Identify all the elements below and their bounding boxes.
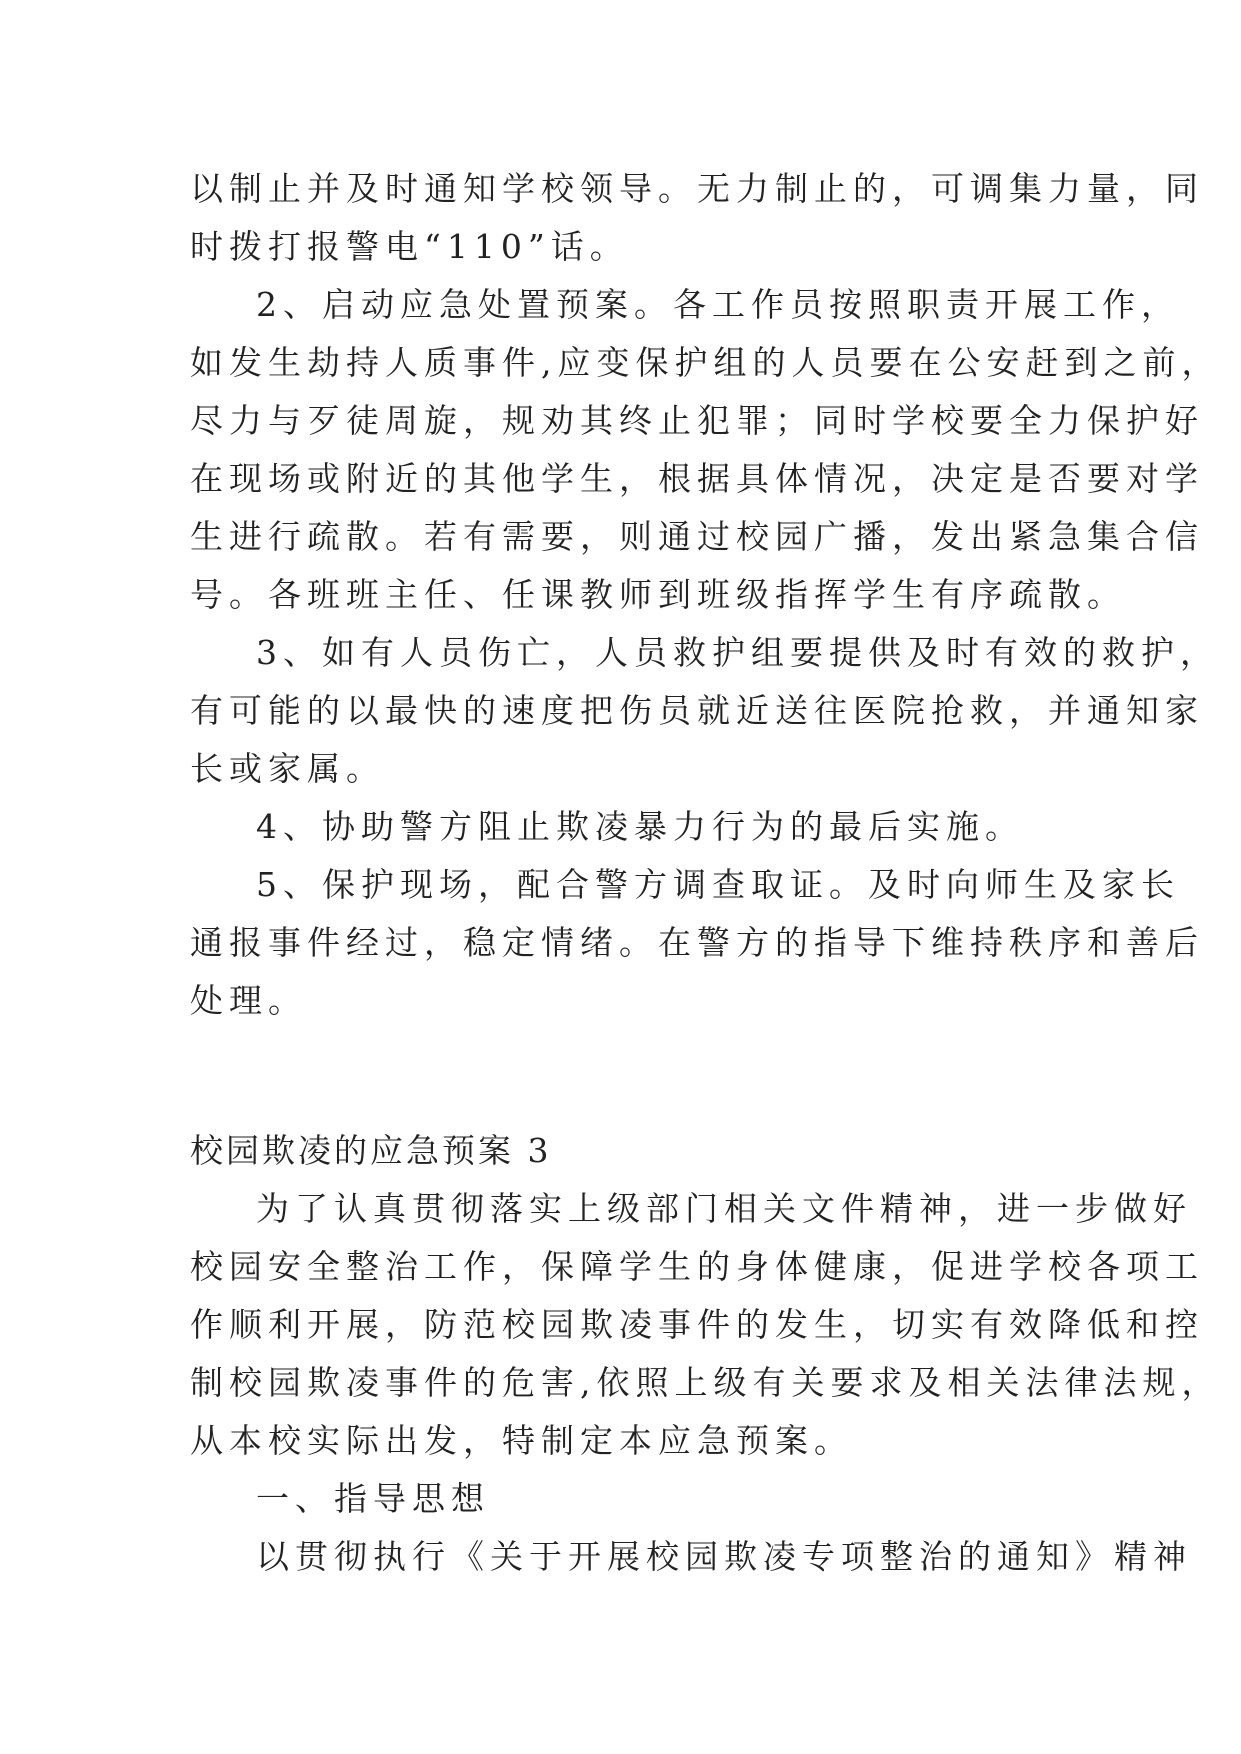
paragraph-line: 5、保护现场，配合警方调查取证。及时向师生及家长 [256, 865, 1180, 904]
paragraph-line: 通报事件经过，稳定情绪。在警方的指导下维持秩序和善后 [190, 923, 1204, 962]
paragraph-line: 在现场或附近的其他学生，根据具体情况，决定是否要对学 [190, 459, 1204, 498]
paragraph-line: 作顺利开展，防范校园欺凌事件的发生，切实有效降低和控 [190, 1305, 1204, 1344]
paragraph-line: 从本校实际出发，特制定本应急预案。 [190, 1421, 853, 1460]
section-title: 校园欺凌的应急预案 3 [190, 1131, 552, 1170]
paragraph-line: 2、启动应急处置预案。各工作员按照职责开展工作， [256, 285, 1180, 324]
subheading: 一、指导思想 [256, 1479, 490, 1518]
paragraph-line: 时拨打报警电“110”话。 [190, 227, 629, 266]
paragraph-line: 3、如有人员伤亡，人员救护组要提供及时有效的救护， [256, 633, 1219, 672]
paragraph-line: 以制止并及时通知学校领导。无力制止的，可调集力量，同 [190, 169, 1204, 208]
paragraph-line: 有可能的以最快的速度把伤员就近送往医院抢救，并通知家 [190, 691, 1204, 730]
paragraph-line: 处理。 [190, 981, 307, 1020]
paragraph-line: 以贯彻执行《关于开展校园欺凌专项整治的通知》精神 [256, 1537, 1192, 1576]
paragraph-line: 长或家属。 [190, 749, 385, 788]
paragraph-line: 号。各班班主任、任课教师到班级指挥学生有序疏散。 [190, 575, 1126, 614]
paragraph-line: 生进行疏散。若有需要，则通过校园广播，发出紧急集合信 [190, 517, 1204, 556]
paragraph-line: 4、协助警方阻止欺凌暴力行为的最后实施。 [256, 807, 1024, 846]
paragraph-line: 如发生劫持人质事件,应变保护组的人员要在公安赶到之前， [190, 343, 1221, 382]
section-spacer [190, 1030, 1052, 1122]
paragraph-line: 为了认真贯彻落实上级部门相关文件精神，进一步做好 [256, 1189, 1192, 1228]
document-body [190, 160, 1221, 1586]
paragraph-line: 尽力与歹徒周旋，规劝其终止犯罪；同时学校要全力保护好 [190, 401, 1204, 440]
paragraph-line: 校园安全整治工作，保障学生的身体健康，促进学校各项工 [190, 1247, 1204, 1286]
paragraph-line: 制校园欺凌事件的危害,依照上级有关要求及相关法律法规， [190, 1363, 1221, 1402]
